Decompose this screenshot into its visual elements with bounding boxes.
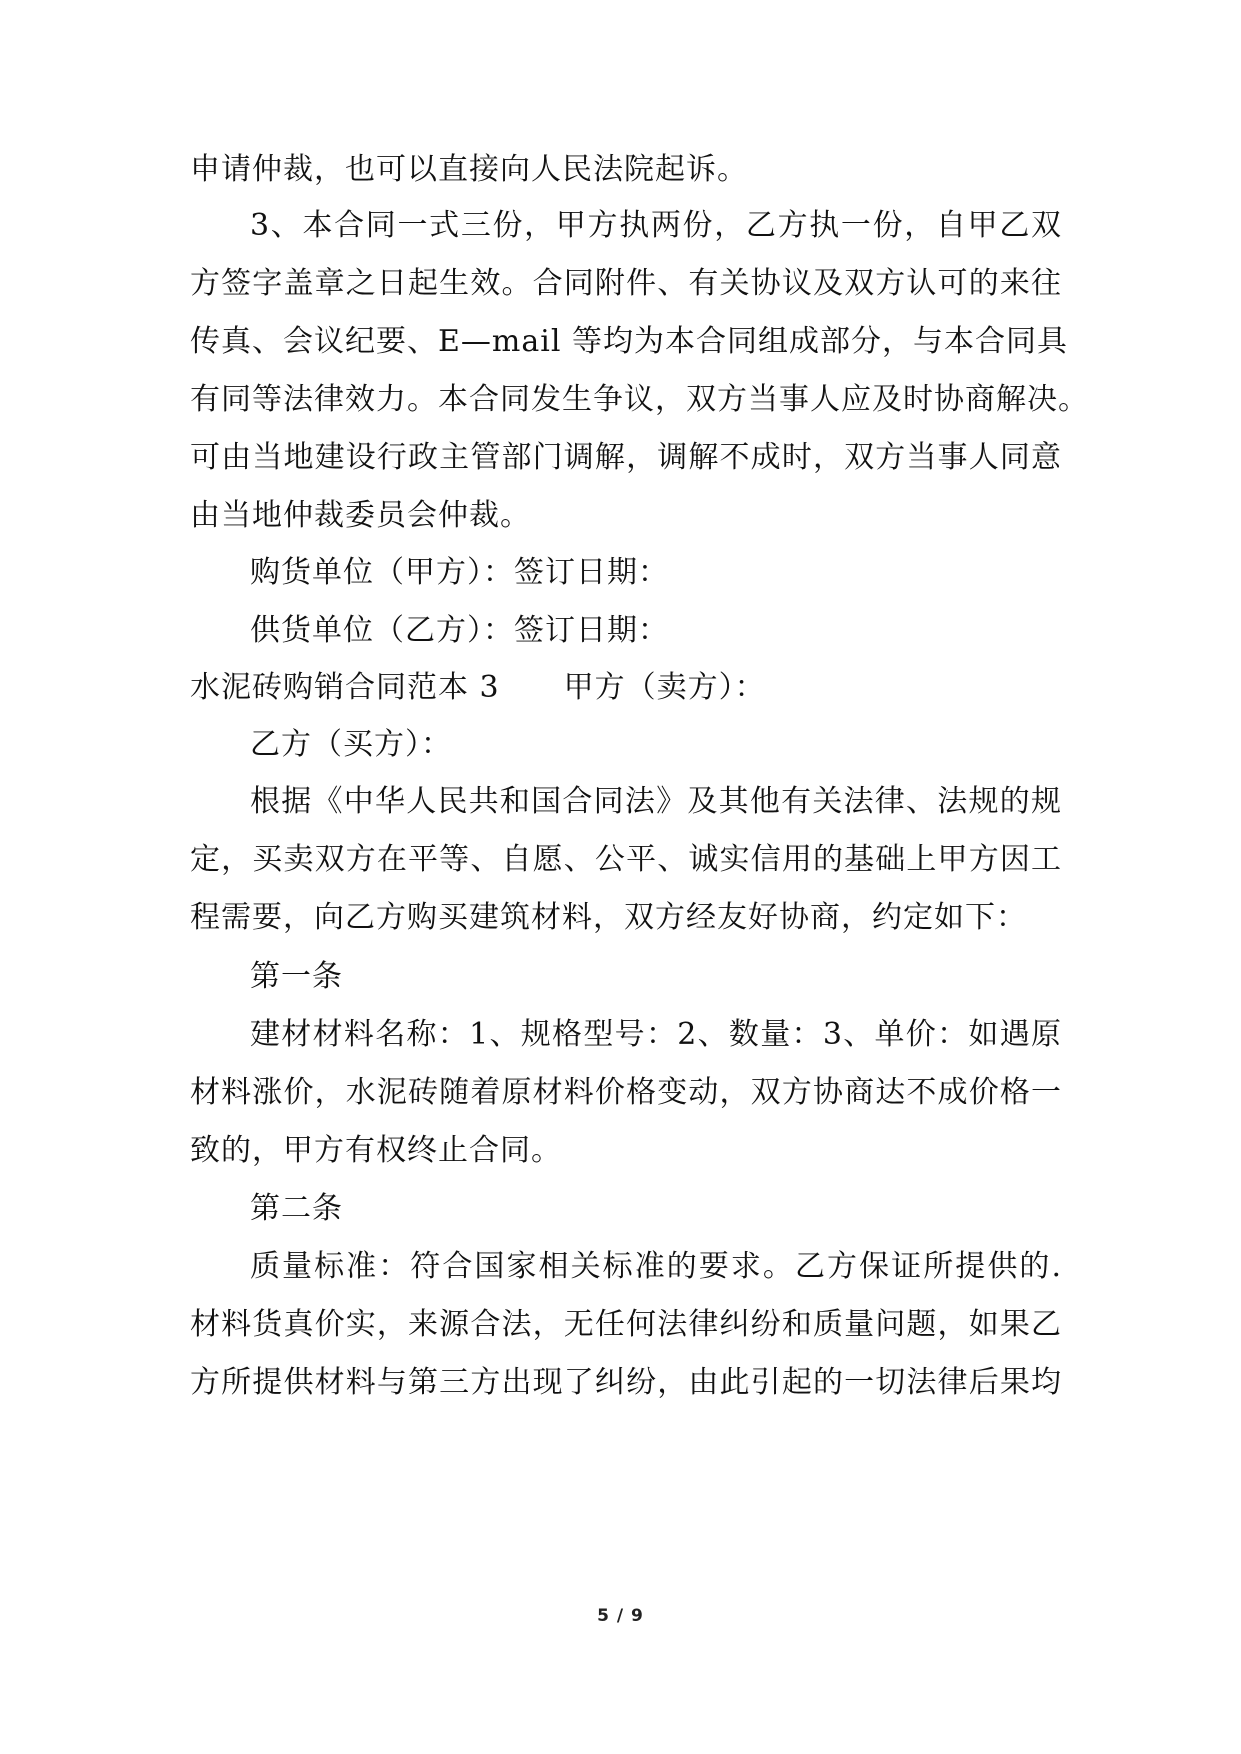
signature-line-supplier: 供货单位（乙方）：签订日期： <box>250 613 669 648</box>
article-heading: 第一条 <box>250 959 343 994</box>
paragraph-line: 可由当地建设行政主管部门调解，调解不成时，双方当事人同意 <box>190 440 1062 475</box>
paragraph-line: 程需要，向乙方购买建筑材料，双方经友好协商，约定如下： <box>190 900 1027 935</box>
section-title: 水泥砖购销合同范本 3 <box>190 670 500 705</box>
paragraph-line: 根据《中华人民共和国合同法》及其他有关法律、法规的规 <box>250 784 1062 819</box>
section-heading-row <box>190 668 766 708</box>
paragraph-line: 质量标准：符合国家相关标准的要求。乙方保证所提供的. <box>250 1249 1062 1284</box>
article-heading: 第二条 <box>250 1191 343 1226</box>
paragraph-line: 材料货真价实，来源合法，无任何法律纠纷和质量问题，如果乙 <box>190 1307 1062 1342</box>
paragraph-line: 方签字盖章之日起生效。合同附件、有关协议及双方认可的来往 <box>190 266 1062 301</box>
paragraph-line: 由当地仲裁委员会仲裁。 <box>190 498 531 533</box>
paragraph-line: 致的，甲方有权终止合同。 <box>190 1133 562 1168</box>
signature-line-buyer: 购货单位（甲方）：签订日期： <box>250 555 669 590</box>
paragraph-line: 有同等法律效力。本合同发生争议，双方当事人应及时协商解决。 <box>190 382 1089 417</box>
seller-party-label: 甲方（卖方）： <box>563 670 766 705</box>
paragraph-line: 申请仲裁，也可以直接向人民法院起诉。 <box>190 152 748 187</box>
paragraph-line: 方所提供材料与第三方出现了纠纷，由此引起的一切法律后果均 <box>190 1365 1062 1400</box>
paragraph-line: 定，买卖双方在平等、自愿、公平、诚实信用的基础上甲方因工 <box>190 842 1062 877</box>
paragraph-line: 传真、会议纪要、E—mail 等均为本合同组成部分，与本合同具 <box>190 324 1068 359</box>
buyer-party-label: 乙方（买方）： <box>250 727 452 762</box>
paragraph-line: 3、本合同一式三份，甲方执两份，乙方执一份，自甲乙双 <box>250 208 1062 243</box>
paragraph-line: 建材材料名称：1、规格型号：2、数量：3、单价：如遇原 <box>250 1017 1062 1052</box>
paragraph-line: 材料涨价，水泥砖随着原材料价格变动，双方协商达不成价格一 <box>190 1075 1062 1110</box>
page-number: 5 / 9 <box>597 1606 644 1626</box>
